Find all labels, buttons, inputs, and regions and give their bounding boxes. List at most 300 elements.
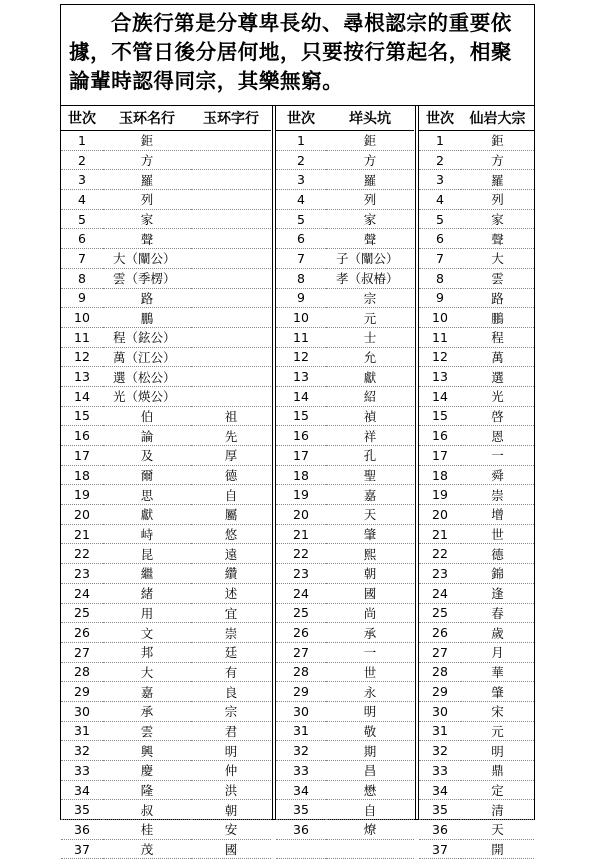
generation-character-cell: 峙: [103, 524, 191, 544]
generation-character-cell: 茂: [103, 839, 191, 859]
table-row: [61, 623, 271, 643]
generation-character-cell: 隆: [103, 780, 191, 800]
table-row: [61, 780, 271, 800]
generation-number-cell: 27: [419, 642, 461, 662]
generation-character-cell: 雲: [461, 268, 534, 288]
generation-number-cell: 16: [61, 426, 103, 446]
generation-number-cell: 17: [419, 446, 461, 466]
generation-number-cell: 28: [276, 662, 326, 682]
table-row: [419, 682, 534, 702]
generation-character-cell: 及: [103, 446, 191, 466]
generation-number-cell: 33: [276, 761, 326, 781]
generation-character-cell: 悠: [191, 524, 271, 544]
generation-character-cell: 元: [461, 721, 534, 741]
generation-character-cell: 歲: [461, 623, 534, 643]
table-row: [61, 741, 271, 761]
table-row: [276, 131, 414, 151]
table-row: [419, 190, 534, 210]
table-row: [419, 406, 534, 426]
generation-character-cell: 君: [191, 721, 271, 741]
generation-number-cell: 1: [419, 131, 461, 151]
generation-character-cell: 鼎: [461, 761, 534, 781]
generation-number-cell: 34: [419, 780, 461, 800]
generation-character-cell: 德: [191, 465, 271, 485]
generation-number-cell: 14: [419, 386, 461, 406]
generation-number-cell: 19: [61, 485, 103, 505]
generation-number-cell: 24: [419, 583, 461, 603]
generation-character-cell: 期: [326, 741, 414, 761]
generation-character-cell: 崇: [461, 485, 534, 505]
generation-character-cell: [191, 170, 271, 190]
table-row: [276, 170, 414, 190]
generation-character-cell: 崇: [191, 623, 271, 643]
generation-character-cell: 明: [191, 741, 271, 761]
generation-number-cell: 4: [276, 190, 326, 210]
generation-character-cell: 獻: [326, 367, 414, 387]
generation-character-cell: 承: [326, 623, 414, 643]
table-row: [276, 544, 414, 564]
generation-character-cell: [191, 190, 271, 210]
table-row: [61, 268, 271, 288]
generation-character-cell: 大（闡公）: [103, 249, 191, 269]
generation-number-cell: 3: [276, 170, 326, 190]
generation-character-cell: [191, 347, 271, 367]
generation-character-cell: 聲: [326, 229, 414, 249]
generation-character-cell: 昆: [103, 544, 191, 564]
generation-number-cell: 9: [276, 288, 326, 308]
generation-character-cell: 伯: [103, 406, 191, 426]
generation-character-cell: [326, 839, 414, 859]
table-row: [61, 485, 271, 505]
generation-character-cell: 孔: [326, 446, 414, 466]
generation-number-cell: 23: [61, 564, 103, 584]
intro-paragraph: 合族行第是分尊卑長幼、尋根認宗的重要依據，不管日後分居何地，只要按行第起名，相聚論輩時認得同宗，其樂無窮。: [69, 11, 513, 93]
generation-number-cell: 11: [61, 327, 103, 347]
generation-number-cell: 7: [61, 249, 103, 269]
generation-character-cell: 家: [103, 209, 191, 229]
generation-number-cell: 5: [61, 209, 103, 229]
table-row: [419, 701, 534, 721]
table-row: [61, 446, 271, 466]
generation-character-cell: 興: [103, 741, 191, 761]
table-row: [276, 682, 414, 702]
generation-character-cell: 自: [191, 485, 271, 505]
table-row: [419, 131, 534, 151]
generation-character-cell: 明: [461, 741, 534, 761]
table-row: [276, 347, 414, 367]
generation-number-cell: 23: [276, 564, 326, 584]
generation-character-cell: 路: [103, 288, 191, 308]
generation-character-cell: 聖: [326, 465, 414, 485]
table-row: [419, 170, 534, 190]
generation-number-cell: 35: [61, 800, 103, 820]
generation-character-cell: [191, 327, 271, 347]
generation-character-cell: 宗: [191, 701, 271, 721]
generation-number-cell: 21: [276, 524, 326, 544]
table-row: [276, 386, 414, 406]
generation-character-cell: 明: [326, 701, 414, 721]
generation-character-cell: 天: [326, 505, 414, 525]
generation-character-cell: 萬（江公）: [103, 347, 191, 367]
generation-number-cell: 22: [61, 544, 103, 564]
generation-character-cell: 懋: [326, 780, 414, 800]
generation-character-cell: [191, 367, 271, 387]
generation-character-cell: 啓: [461, 406, 534, 426]
generation-character-cell: 論: [103, 426, 191, 446]
table-row: [276, 288, 414, 308]
generation-number-cell: 1: [61, 131, 103, 151]
generation-character-cell: 大: [103, 662, 191, 682]
column-header: 世次: [276, 105, 326, 131]
generation-number-cell: 18: [61, 465, 103, 485]
table-row: [61, 308, 271, 328]
generation-character-cell: 思: [103, 485, 191, 505]
table-header-row: [419, 105, 534, 131]
table-row: [61, 386, 271, 406]
generation-number-cell: 6: [276, 229, 326, 249]
generation-number-cell: 2: [61, 150, 103, 170]
table-row: [419, 209, 534, 229]
generation-number-cell: 34: [276, 780, 326, 800]
table-row: [419, 721, 534, 741]
generation-character-cell: 家: [461, 209, 534, 229]
column-header: 仙岩大宗: [461, 105, 534, 131]
generation-number-cell: 7: [419, 249, 461, 269]
table-row: [61, 505, 271, 525]
generation-character-cell: 光（煐公）: [103, 386, 191, 406]
generation-number-cell: 25: [61, 603, 103, 623]
generation-character-cell: 華: [461, 662, 534, 682]
generation-character-cell: 列: [103, 190, 191, 210]
generation-character-cell: [191, 229, 271, 249]
generation-number-cell: 22: [419, 544, 461, 564]
generation-number-cell: 2: [419, 150, 461, 170]
table-row: [276, 820, 414, 840]
generation-number-cell: 33: [419, 761, 461, 781]
generation-character-cell: 安: [191, 820, 271, 840]
generation-character-cell: 燎: [326, 820, 414, 840]
generation-number-cell: 12: [61, 347, 103, 367]
generation-character-cell: 錦: [461, 564, 534, 584]
generation-number-cell: 18: [276, 465, 326, 485]
generation-number-cell: 9: [61, 288, 103, 308]
generation-number-cell: 35: [419, 800, 461, 820]
column-divider: [415, 105, 416, 819]
generation-character-cell: 鉅: [103, 131, 191, 151]
generation-character-cell: 子（闡公）: [326, 249, 414, 269]
generation-number-cell: 16: [276, 426, 326, 446]
table-row: [61, 721, 271, 741]
generation-character-cell: 定: [461, 780, 534, 800]
table-row: [276, 524, 414, 544]
generation-number-cell: 10: [276, 308, 326, 328]
generation-number-cell: 12: [419, 347, 461, 367]
table-row: [276, 426, 414, 446]
generation-character-cell: 鉅: [326, 131, 414, 151]
generation-number-cell: 4: [419, 190, 461, 210]
generation-character-cell: 有: [191, 662, 271, 682]
table-row: [419, 485, 534, 505]
table-row: [276, 485, 414, 505]
generation-character-cell: 朝: [191, 800, 271, 820]
table-row: [419, 623, 534, 643]
generation-number-cell: 33: [61, 761, 103, 781]
table-row: [276, 229, 414, 249]
table-row: [419, 800, 534, 820]
generation-character-cell: 鵬: [103, 308, 191, 328]
generation-character-cell: 列: [326, 190, 414, 210]
generation-number-cell: 14: [61, 386, 103, 406]
table-row: [419, 524, 534, 544]
column-header: 玉环名行: [103, 105, 191, 131]
generation-number-cell: 22: [276, 544, 326, 564]
generation-character-cell: 宜: [191, 603, 271, 623]
generation-number-cell: 14: [276, 386, 326, 406]
table-row: [61, 839, 271, 859]
table-row: [276, 249, 414, 269]
table-row: [276, 505, 414, 525]
generation-character-cell: 允: [326, 347, 414, 367]
table-row: [419, 308, 534, 328]
generation-character-cell: 嘉: [103, 682, 191, 702]
generation-number-cell: 23: [419, 564, 461, 584]
table-row: [276, 209, 414, 229]
generation-character-cell: 宗: [326, 288, 414, 308]
generation-character-cell: 孝（叔椿）: [326, 268, 414, 288]
generation-number-cell: 10: [61, 308, 103, 328]
generation-character-cell: 一: [326, 642, 414, 662]
generation-character-cell: 雲: [103, 721, 191, 741]
generation-character-cell: 遠: [191, 544, 271, 564]
generation-character-cell: 聲: [461, 229, 534, 249]
generation-character-cell: 聲: [103, 229, 191, 249]
table-row: [61, 603, 271, 623]
generation-number-cell: 24: [61, 583, 103, 603]
generation-character-cell: 洪: [191, 780, 271, 800]
generation-character-cell: 仲: [191, 761, 271, 781]
generation-character-cell: 屬: [191, 505, 271, 525]
generation-number-cell: 26: [61, 623, 103, 643]
generation-number-cell: 8: [276, 268, 326, 288]
table-row: [276, 761, 414, 781]
generation-character-cell: 慶: [103, 761, 191, 781]
table-row: [419, 426, 534, 446]
table-row: [419, 347, 534, 367]
generation-character-cell: [191, 288, 271, 308]
generation-number-cell: 25: [276, 603, 326, 623]
table-row: [276, 564, 414, 584]
table-header-row: [61, 105, 271, 131]
generation-character-cell: [191, 308, 271, 328]
generation-character-cell: 舜: [461, 465, 534, 485]
generation-character-cell: 熙: [326, 544, 414, 564]
page-frame: [60, 4, 535, 858]
table-row: [276, 190, 414, 210]
generation-character-cell: 世: [461, 524, 534, 544]
generation-character-cell: 承: [103, 701, 191, 721]
table-row: [276, 327, 414, 347]
yuhuan-generation-table: [61, 105, 271, 859]
generation-character-cell: 開: [461, 839, 534, 859]
column-header: 世次: [61, 105, 103, 131]
table-row: [419, 820, 534, 840]
generation-number-cell: 15: [61, 406, 103, 426]
generation-number-cell: 25: [419, 603, 461, 623]
generation-character-cell: 選: [461, 367, 534, 387]
table-row: [61, 662, 271, 682]
generation-character-cell: 列: [461, 190, 534, 210]
generation-character-cell: [191, 249, 271, 269]
generation-number-cell: 19: [419, 485, 461, 505]
generation-number-cell: 12: [276, 347, 326, 367]
generation-number-cell: 32: [276, 741, 326, 761]
generation-character-cell: 清: [461, 800, 534, 820]
table-row: [61, 406, 271, 426]
table-row: [61, 564, 271, 584]
generation-character-cell: [191, 209, 271, 229]
generation-character-cell: 大: [461, 249, 534, 269]
generation-number-cell: 35: [276, 800, 326, 820]
generation-character-cell: 家: [326, 209, 414, 229]
generation-number-cell: 32: [61, 741, 103, 761]
generation-character-cell: 羅: [103, 170, 191, 190]
table-row: [419, 229, 534, 249]
table-row: [419, 583, 534, 603]
generation-character-cell: 永: [326, 682, 414, 702]
generation-character-cell: 路: [461, 288, 534, 308]
generation-number-cell: 36: [61, 820, 103, 840]
table-row: [61, 682, 271, 702]
generation-character-cell: 用: [103, 603, 191, 623]
generation-number-cell: [276, 839, 326, 859]
generation-number-cell: 36: [419, 820, 461, 840]
generation-number-cell: 13: [276, 367, 326, 387]
generation-number-cell: 21: [419, 524, 461, 544]
column-header: 世次: [419, 105, 461, 131]
table-row: [276, 603, 414, 623]
generation-character-cell: 天: [461, 820, 534, 840]
generation-number-cell: 2: [276, 150, 326, 170]
generation-character-cell: 羅: [461, 170, 534, 190]
generation-number-cell: 30: [61, 701, 103, 721]
generation-number-cell: 36: [276, 820, 326, 840]
generation-number-cell: 31: [419, 721, 461, 741]
table-row: [419, 386, 534, 406]
generation-character-cell: 德: [461, 544, 534, 564]
generation-character-cell: 爾: [103, 465, 191, 485]
generation-number-cell: 31: [276, 721, 326, 741]
generation-character-cell: 纘: [191, 564, 271, 584]
generation-number-cell: 1: [276, 131, 326, 151]
generation-number-cell: 26: [419, 623, 461, 643]
table-row: [276, 780, 414, 800]
table-row: [419, 288, 534, 308]
generation-character-cell: 肇: [461, 682, 534, 702]
generation-number-cell: 20: [419, 505, 461, 525]
generation-character-cell: 國: [191, 839, 271, 859]
table-row: [419, 839, 534, 859]
generation-number-cell: 20: [61, 505, 103, 525]
table-row: [276, 721, 414, 741]
table-row: [61, 288, 271, 308]
generation-character-cell: 叔: [103, 800, 191, 820]
generation-character-cell: 先: [191, 426, 271, 446]
generation-number-cell: 28: [61, 662, 103, 682]
table-row: [61, 131, 271, 151]
table-row: [61, 190, 271, 210]
generation-character-cell: 廷: [191, 642, 271, 662]
generation-number-cell: 8: [419, 268, 461, 288]
generation-character-cell: 士: [326, 327, 414, 347]
table-row: [419, 662, 534, 682]
table-row: [61, 229, 271, 249]
generation-number-cell: 32: [419, 741, 461, 761]
generation-character-cell: 羅: [326, 170, 414, 190]
generation-character-cell: [191, 268, 271, 288]
table-row: [276, 839, 414, 859]
table-row: [61, 761, 271, 781]
table-row: [276, 800, 414, 820]
generation-number-cell: 11: [419, 327, 461, 347]
generation-character-cell: 朝: [326, 564, 414, 584]
generation-character-cell: 緒: [103, 583, 191, 603]
generation-number-cell: 17: [276, 446, 326, 466]
generation-number-cell: 37: [61, 839, 103, 859]
generation-number-cell: 37: [419, 839, 461, 859]
generation-character-cell: 文: [103, 623, 191, 643]
generation-character-cell: 光: [461, 386, 534, 406]
table-row: [419, 268, 534, 288]
generation-number-cell: 11: [276, 327, 326, 347]
table-row: [276, 150, 414, 170]
table-row: [276, 701, 414, 721]
generation-character-cell: 自: [326, 800, 414, 820]
generation-number-cell: 26: [276, 623, 326, 643]
generation-number-cell: 7: [276, 249, 326, 269]
generation-character-cell: 增: [461, 505, 534, 525]
generation-number-cell: 4: [61, 190, 103, 210]
generation-number-cell: 16: [419, 426, 461, 446]
table-row: [61, 367, 271, 387]
generation-number-cell: 18: [419, 465, 461, 485]
generation-number-cell: 27: [61, 642, 103, 662]
table-row: [276, 642, 414, 662]
table-row: [276, 268, 414, 288]
table-row: [419, 780, 534, 800]
generation-character-cell: 國: [326, 583, 414, 603]
table-row: [419, 367, 534, 387]
table-row: [419, 505, 534, 525]
generation-number-cell: 29: [419, 682, 461, 702]
table-row: [276, 367, 414, 387]
generation-character-cell: 紹: [326, 386, 414, 406]
generation-number-cell: 6: [419, 229, 461, 249]
table-row: [61, 249, 271, 269]
generation-number-cell: 28: [419, 662, 461, 682]
generation-number-cell: 15: [276, 406, 326, 426]
generation-character-cell: 世: [326, 662, 414, 682]
table-row: [61, 544, 271, 564]
table-row: [276, 741, 414, 761]
column-header: 玉环字行: [191, 105, 271, 131]
generation-number-cell: 21: [61, 524, 103, 544]
generation-character-cell: [191, 150, 271, 170]
table-row: [419, 642, 534, 662]
generation-number-cell: 9: [419, 288, 461, 308]
table-row: [419, 150, 534, 170]
generation-number-cell: 17: [61, 446, 103, 466]
table-row: [61, 426, 271, 446]
